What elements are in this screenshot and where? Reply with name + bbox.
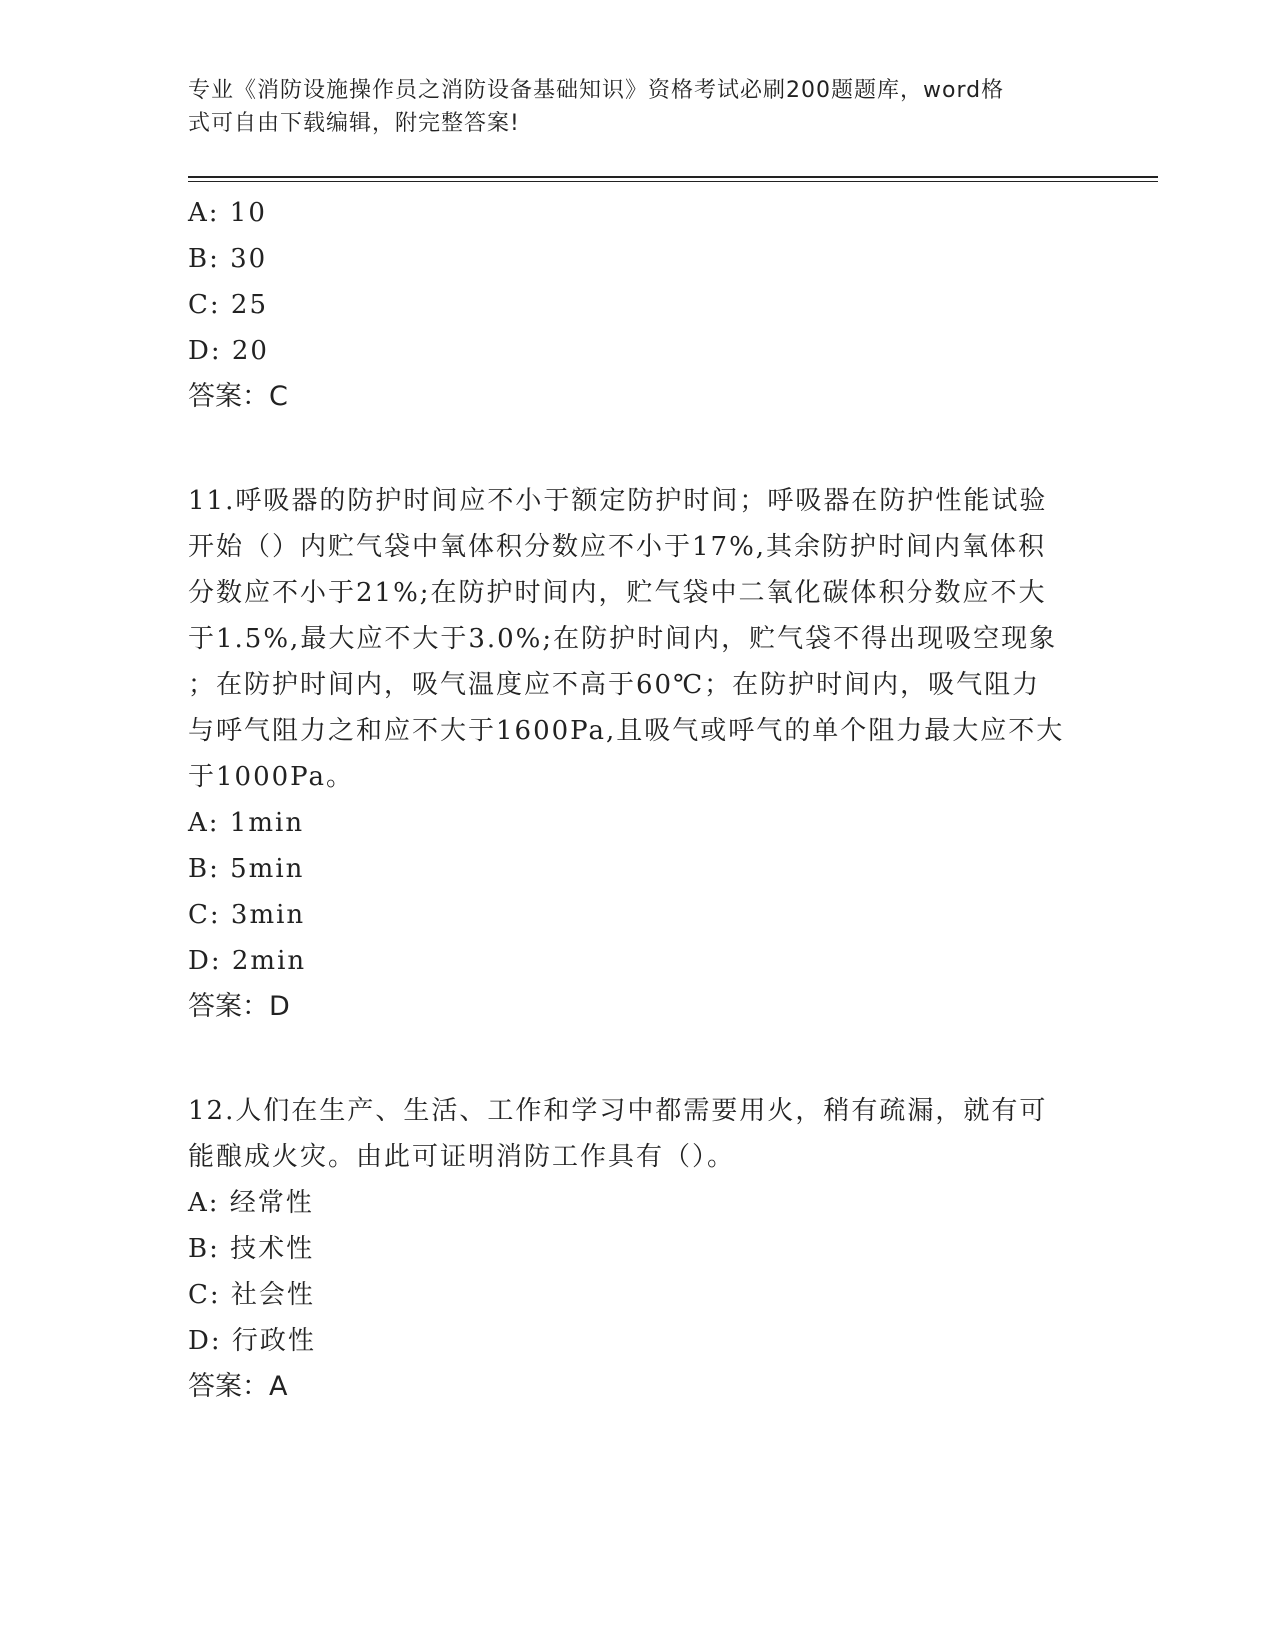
answer: 答案：C bbox=[188, 381, 288, 412]
option-a: A: 经常性 bbox=[188, 1188, 314, 1218]
answer: 答案：A bbox=[188, 1371, 288, 1402]
option-b: B: 30 bbox=[188, 244, 268, 274]
question-line: 能酿成火灾。由此可证明消防工作具有（）。 bbox=[188, 1142, 736, 1172]
question-10 bbox=[188, 190, 1088, 420]
question-text bbox=[188, 478, 1088, 800]
question-line: 与呼气阻力之和应不大于1600Pa,且吸气或呼气的单个阻力最大应不大 bbox=[188, 716, 1065, 746]
option-b: B: 技术性 bbox=[188, 1234, 315, 1264]
option-c: C: 25 bbox=[188, 290, 269, 320]
option-a: A: 1min bbox=[188, 808, 305, 838]
option-d: D: 行政性 bbox=[188, 1326, 316, 1356]
option-a: A: 10 bbox=[188, 198, 267, 228]
option-c: C: 3min bbox=[188, 900, 306, 930]
header-divider-thick bbox=[188, 176, 1158, 178]
spacer bbox=[188, 420, 1088, 478]
option-b: B: 5min bbox=[188, 854, 305, 884]
question-12 bbox=[188, 1088, 1088, 1410]
question-line: 11.呼吸器的防护时间应不小于额定防护时间；呼吸器在防护性能试验 bbox=[188, 486, 1048, 516]
question-line: 12.人们在生产、生活、工作和学习中都需要用火，稍有疏漏，就有可 bbox=[188, 1096, 1048, 1126]
document-body bbox=[188, 190, 1088, 1410]
option-d: D: 20 bbox=[188, 336, 269, 366]
question-text bbox=[188, 1088, 1088, 1180]
answer: 答案：D bbox=[188, 991, 290, 1022]
question-line: 分数应不小于21%;在防护时间内，贮气袋中二氧化碳体积分数应不大 bbox=[188, 578, 1047, 608]
spacer bbox=[188, 1030, 1088, 1088]
question-line: 于1.5%,最大应不大于3.0%;在防护时间内，贮气袋不得出现吸空现象 bbox=[188, 624, 1058, 654]
option-c: C: 社会性 bbox=[188, 1280, 315, 1310]
question-line: 开始（）内贮气袋中氧体积分数应不小于17%,其余防护时间内氧体积 bbox=[188, 532, 1047, 562]
document-header bbox=[188, 74, 1088, 140]
header-line-2: 式可自由下载编辑，附完整答案! bbox=[188, 111, 520, 136]
question-line: 于1000Pa。 bbox=[188, 762, 354, 792]
question-line: ；在防护时间内，吸气温度应不高于60℃；在防护时间内，吸气阻力 bbox=[188, 670, 1041, 700]
header-line-1: 专业《消防设施操作员之消防设备基础知识》资格考试必刷200题题库，word格 bbox=[188, 78, 1005, 103]
header-divider-thin bbox=[188, 181, 1158, 182]
option-d: D: 2min bbox=[188, 946, 307, 976]
question-11 bbox=[188, 478, 1088, 1030]
